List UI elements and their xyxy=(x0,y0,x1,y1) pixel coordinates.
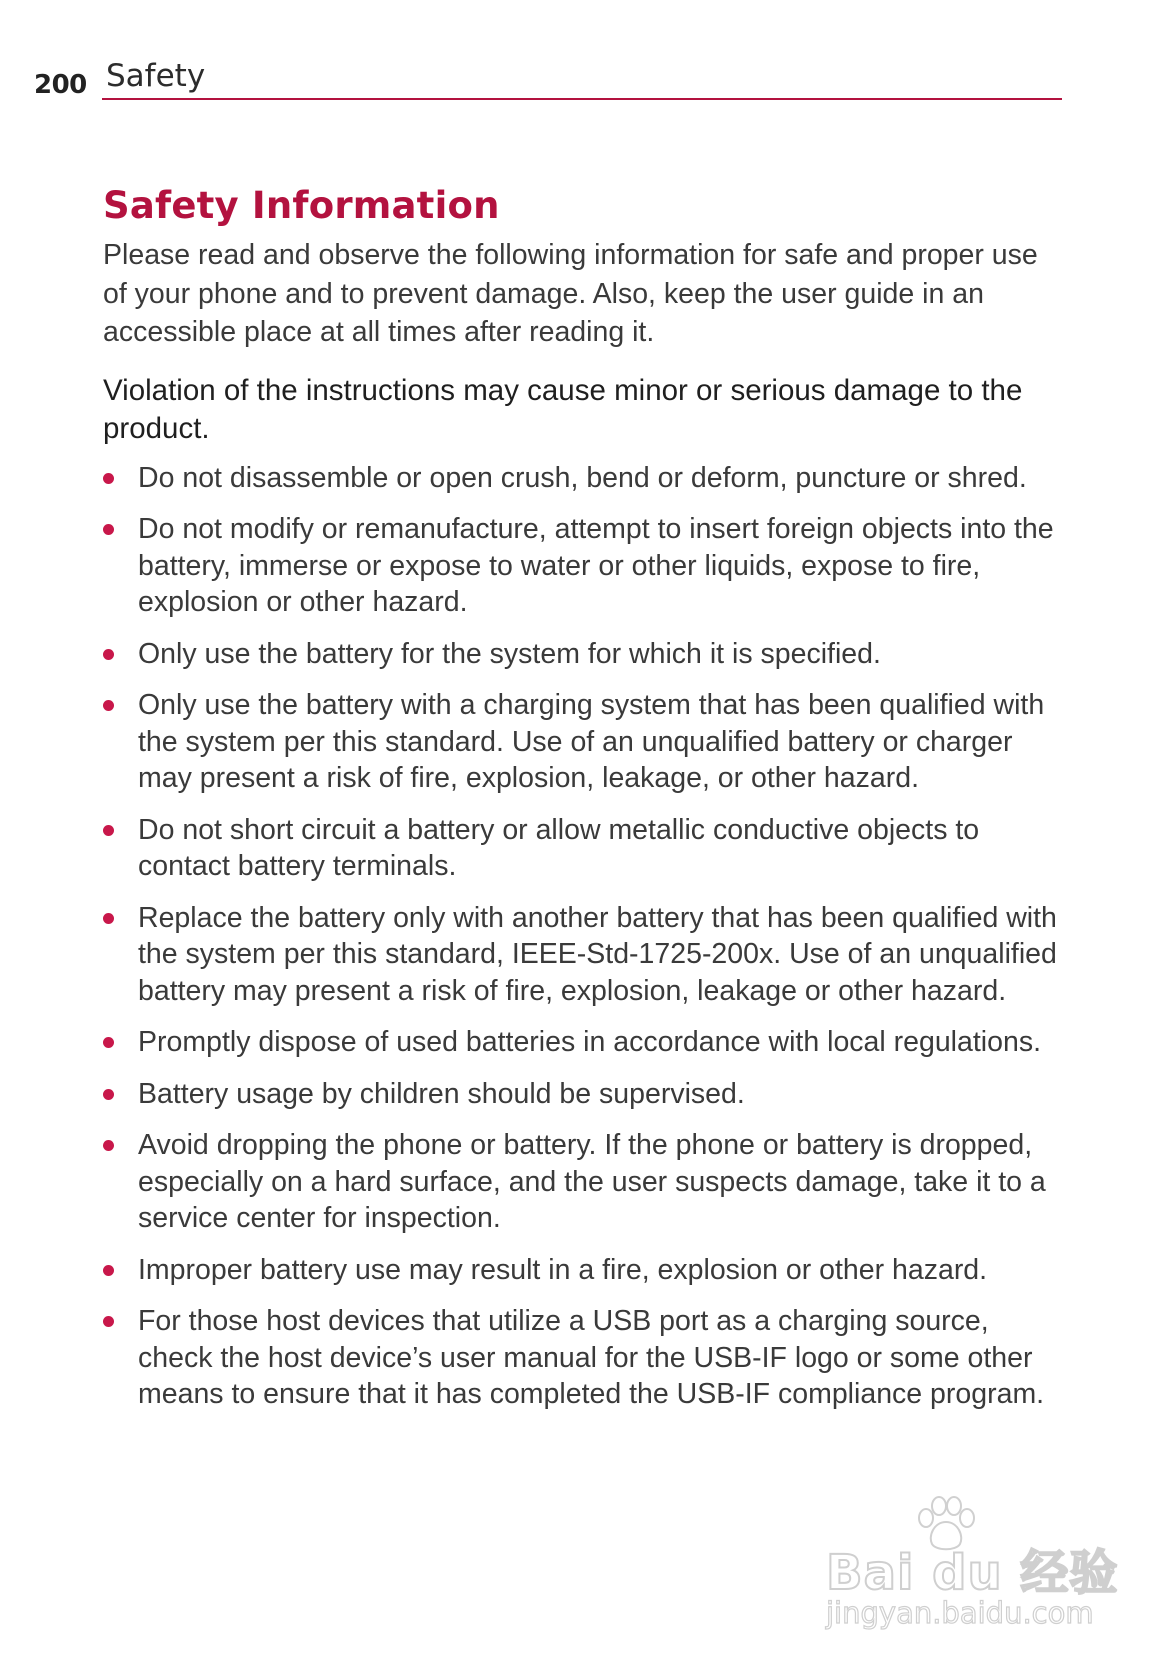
bullet-icon xyxy=(103,1037,114,1048)
list-item-text: Improper battery use may result in a fire, explosion or other hazard. xyxy=(138,1253,988,1286)
watermark-url: jingyan.baidu.com xyxy=(826,1596,1094,1630)
bullet-icon xyxy=(103,700,114,711)
warning-statement: Violation of the instructions may cause minor or serious damage to the product. xyxy=(103,373,1023,445)
list-item-text: Replace the battery only with another battery that has been qualified with the system per this standard, IEEE-Std-1725-200x. Use of an unqualified battery may present a risk of fire, explosion, leakage or other hazard. xyxy=(138,901,1057,1007)
bullet-icon xyxy=(103,825,114,836)
list-item-text: Promptly dispose of used batteries in accordance with local regulations. xyxy=(138,1026,1041,1058)
list-item-text: Do not short circuit a battery or allow metallic conductive objects to contact battery terminals. xyxy=(138,813,980,882)
list-item xyxy=(103,1252,1063,1289)
list-item xyxy=(103,687,1063,797)
list-item-text: Do not disassemble or open crush, bend or deform, puncture or shred. xyxy=(138,461,1027,494)
bullet-icon xyxy=(103,1316,114,1327)
list-item-text: Do not modify or remanufacture, attempt to insert foreign objects into the battery, immerse or expose to water or other liquids, expose to fire, explosion or other hazard. xyxy=(138,513,1054,618)
bullet-icon xyxy=(103,524,114,535)
list-item xyxy=(103,511,1063,621)
list-item xyxy=(103,1127,1063,1237)
list-item-text: Avoid dropping the phone or battery. If the phone or battery is dropped, especially on a hard surface, and the user suspects damage, take it to a service center for inspection. xyxy=(138,1129,1046,1234)
list-item xyxy=(103,1303,1063,1413)
bullet-icon xyxy=(103,1140,114,1151)
main-content xyxy=(103,180,1063,1428)
bullet-icon xyxy=(103,913,114,924)
bullet-icon xyxy=(103,1265,114,1276)
list-item-text: Only use the battery for the system for which it is specified. xyxy=(138,637,881,670)
list-item-text: For those host devices that utilize a USB port as a charging source, check the host device’s user manual for the USB-IF logo or some other means to ensure that it has completed the USB-IF compliance program. xyxy=(138,1305,1045,1410)
list-item xyxy=(103,460,1063,497)
intro-paragraph: Please read and observe the following information for safe and proper use of your phone and to prevent damage. Also, keep the user guide in an accessible place at all times after reading it. xyxy=(103,239,1038,348)
bullet-icon xyxy=(103,649,114,660)
list-item xyxy=(103,1076,1063,1113)
watermark-text: Bai du 经验 xyxy=(826,1545,1119,1601)
page-header xyxy=(34,54,1062,102)
header-divider xyxy=(102,98,1062,100)
page-number: 200 xyxy=(34,70,87,100)
list-item-text: Only use the battery with a charging system that has been qualified with the system per this standard. Use of an unqualified battery or charger may present a risk of fire, explosion, leakage, or other hazard. xyxy=(138,689,1045,794)
safety-bullet-list xyxy=(103,460,1063,1413)
bullet-icon xyxy=(103,1089,114,1100)
bullet-icon xyxy=(103,473,114,484)
baidu-watermark xyxy=(826,1496,1119,1636)
page-title: Safety Information xyxy=(103,184,500,227)
section-name: Safety xyxy=(106,58,206,94)
list-item xyxy=(103,812,1063,885)
list-item-text: Battery usage by children should be supervised. xyxy=(138,1077,745,1110)
list-item xyxy=(103,900,1063,1010)
list-item xyxy=(103,636,1063,673)
list-item xyxy=(103,1024,1063,1061)
